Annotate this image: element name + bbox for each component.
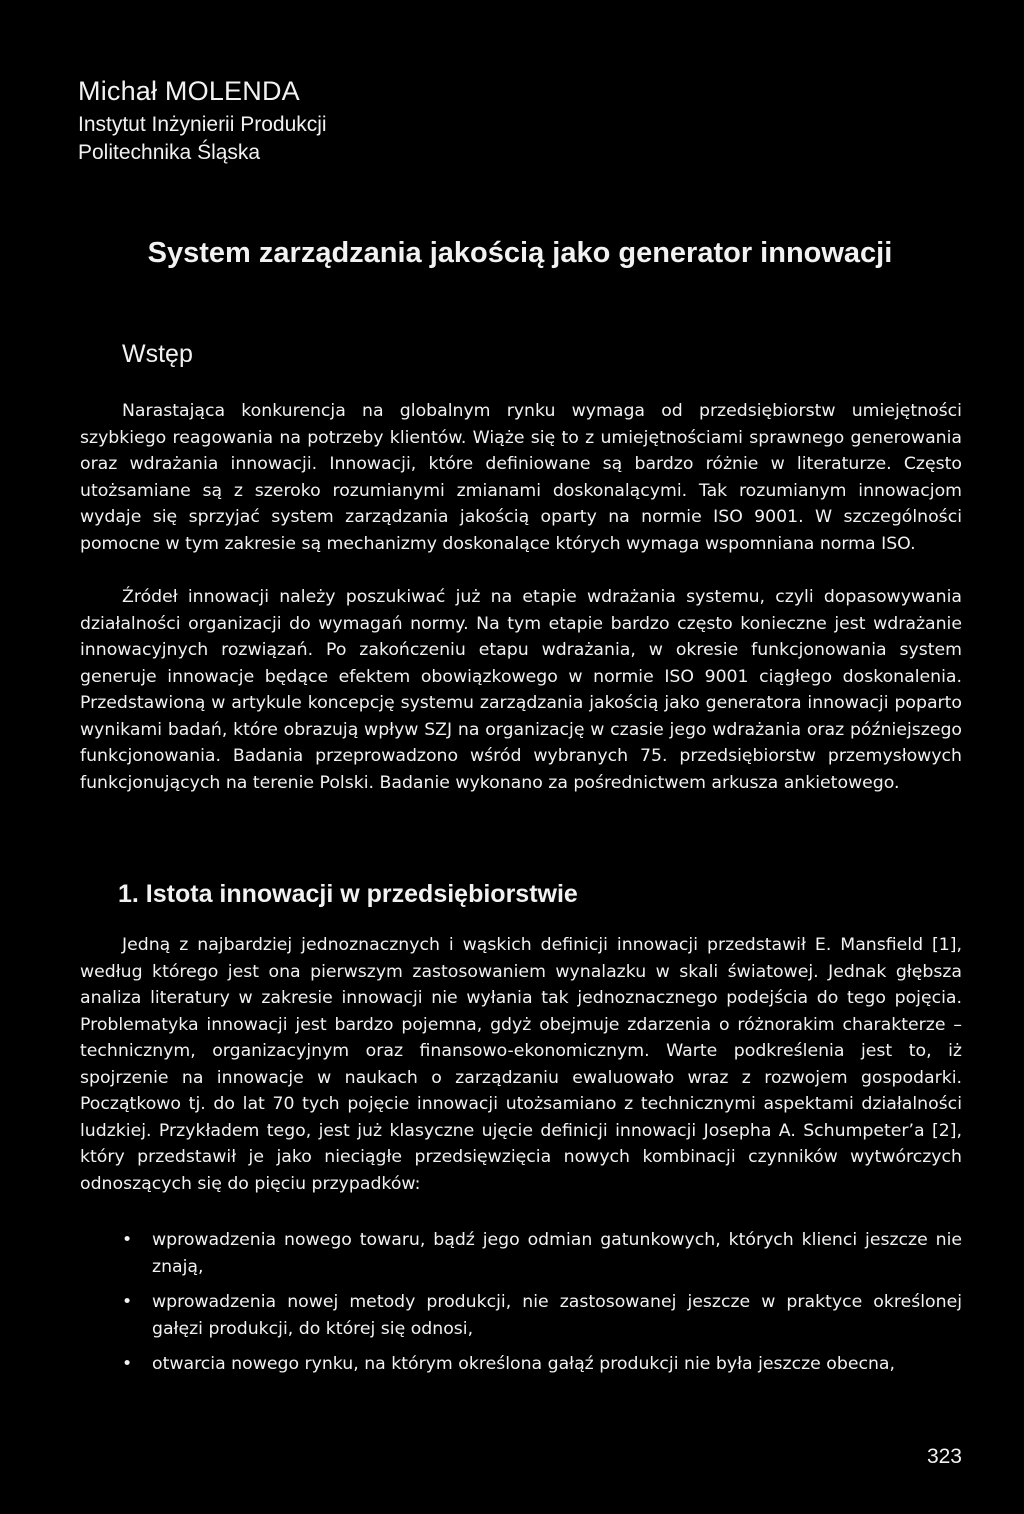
author-university: Politechnika Śląska: [78, 141, 261, 164]
list-item-text: wprowadzenia nowego towaru, bądź jego odmian gatunkowych, których klienci jeszcze nie znają,: [152, 1230, 962, 1277]
author-block: [78, 78, 327, 167]
paper-title: System zarządzania jakością jako generator innowacji: [147, 237, 893, 269]
bullet-icon: •: [122, 1230, 133, 1250]
author-institute: Instytut Inżynierii Produkcji: [78, 113, 327, 136]
intro-heading: Wstęp: [122, 340, 193, 368]
author-name: Michał MOLENDA: [78, 76, 300, 106]
bullet-icon: •: [122, 1354, 133, 1374]
intro-paragraph-2: Źródeł innowacji należy poszukiwać już na etapie wdrażania systemu, czyli dopasowywania działalności organizacji do wymagań normy. Na tym etapie bardzo często konieczne jest wdrażanie innowacyjnych rozwiązań. Po zakończeniu etapu wdrażania, w okresie funkcjonowania system generuje innowacje będące efektem obowiązkowego w normie ISO 9001 ciągłego doskonalenia. Przedstawioną w artykule koncepcję systemu zarządzania jakością jako generatora innowacji poparto wynikami badań, które obrazują wpływ SZJ na organizację w czasie jego wdrażania oraz późniejszego funkcjonowania. Badania przeprowadzono wśród wybranych 75. przedsiębiorstw przemysłowych funkcjonujących na terenie Polski. Badanie wykonano za pośrednictwem arkusza ankietowego.: [80, 587, 962, 793]
list-item-text: otwarcia nowego rynku, na którym określona gałąź produkcji nie była jeszcze obecna,: [152, 1354, 896, 1374]
list-item: [80, 1289, 962, 1342]
bullet-list: [80, 1227, 962, 1387]
section-1-heading: 1. Istota innowacji w przedsiębiorstwie: [118, 880, 578, 908]
list-item: [80, 1351, 962, 1378]
page-number: 323: [926, 1445, 962, 1468]
section-1-paragraph: Jedną z najbardziej jednoznacznych i wąskich definicji innowacji przedstawił E. Mansfield [1], według którego jest ona pierwszym zastosowaniem wynalazku w skali światowej. Jednak głębsza analiza literatury w zakresie innowacji nie wyłania tak jednoznacznego podejścia do tego pojęcia. Problematyka innowacji jest bardzo pojemna, gdyż obejmuje zdarzenia o różnorakim charakterze – technicznym, organizacyjnym oraz finansowo-ekonomicznym. Warte podkreślenia jest to, iż spojrzenie na innowacje w naukach o zarządzaniu ewaluowało wraz z rozwojem gospodarki. Początkowo tj. do lat 70 tych pojęcie innowacji utożsamiano z technicznymi aspektami działalności ludzkiej. Przykładem tego, jest już klasyczne ujęcie definicji innowacji Josepha A. Schumpeter’a [2], który przedstawił je jako nieciągłe przedsięwzięcia nowych kombinacji czynników wytwórczych odnoszących się do pięciu przypadków:: [80, 935, 962, 1194]
intro-paragraph-1: Narastająca konkurencja na globalnym rynku wymaga od przedsiębiorstw umiejętności szybkiego reagowania na potrzeby klientów. Wiąże się to z umiejętnościami sprawnego generowania oraz wdrażania innowacji. Innowacji, które definiowane są bardzo różnie w literaturze. Często utożsamiane są z szeroko rozumianymi zmianami doskonalącymi. Tak rozumianym innowacjom wydaje się sprzyjać system zarządzania jakością oparty na normie ISO 9001. W szczególności pomocne w tym zakresie są mechanizmy doskonalące których wymaga wspomniana norma ISO.: [80, 401, 962, 554]
list-item: [80, 1227, 962, 1280]
bullet-icon: •: [122, 1292, 133, 1312]
list-item-text: wprowadzenia nowej metody produkcji, nie zastosowanej jeszcze w praktyce określonej gałęzi produkcji, do której się odnosi,: [152, 1292, 962, 1339]
